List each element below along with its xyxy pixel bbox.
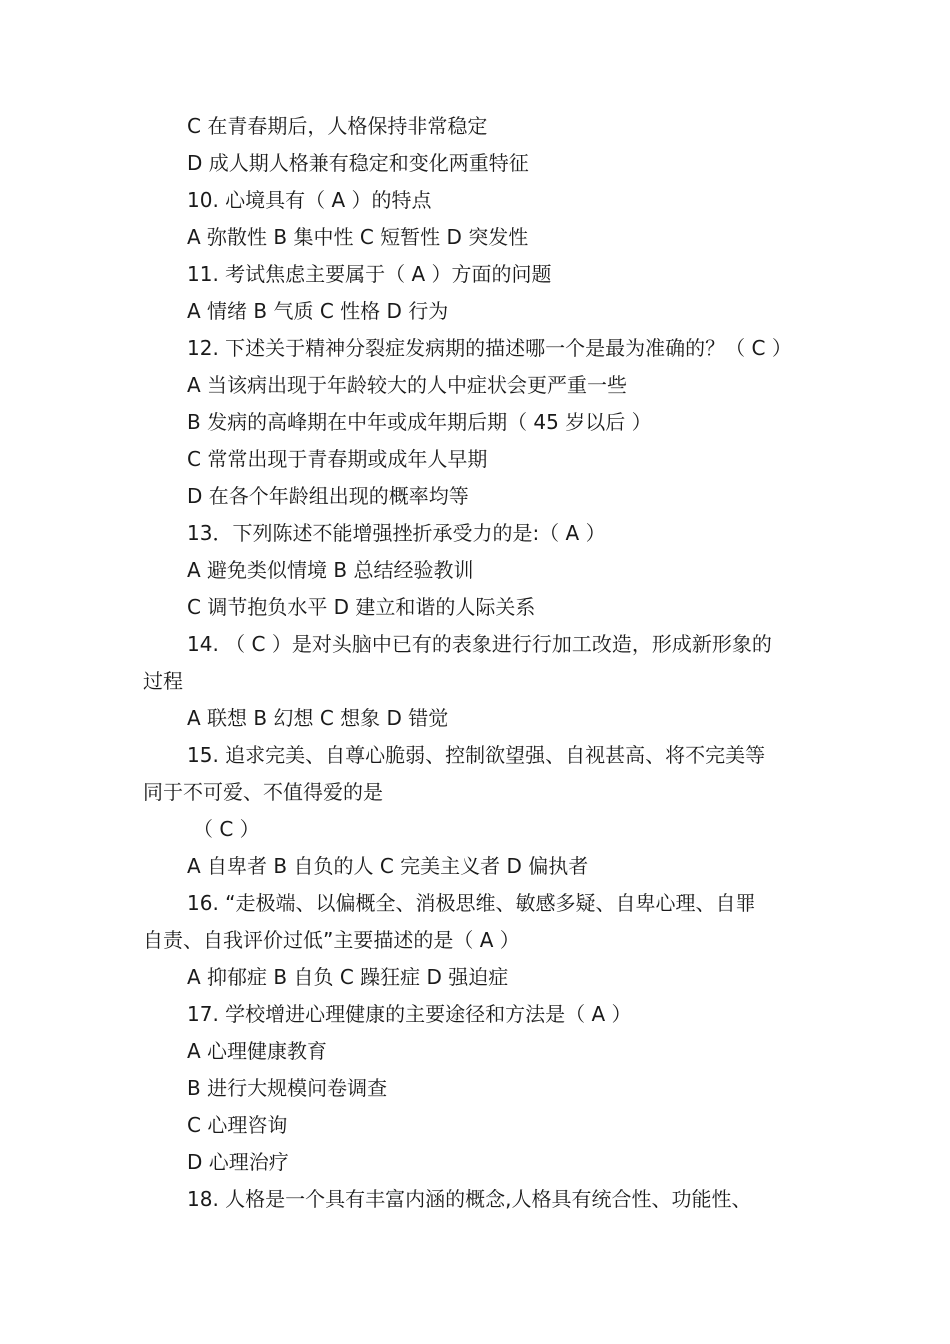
- text-line: 18. 人格是一个具有丰富内涵的概念,人格具有统合性、功能性、: [187, 1187, 752, 1211]
- text-line: 15. 追求完美、自尊心脆弱、控制欲望强、自视甚高、将不完美等: [187, 743, 766, 767]
- text-line: 13．下列陈述不能增强挫折承受力的是:（ A ）: [187, 521, 606, 545]
- text-line: C 在青春期后，人格保持非常稳定: [187, 114, 488, 138]
- text-line: C 常常出现于青春期或成年人早期: [187, 447, 488, 471]
- text-line: 自责、自我评价过低”主要描述的是（ A ）: [143, 928, 520, 952]
- text-line: D 成人期人格兼有稳定和变化两重特征: [187, 151, 529, 175]
- text-line: A 抑郁症 B 自负 C 躁狂症 D 强迫症: [187, 965, 509, 989]
- text-line: D 在各个年龄组出现的概率均等: [187, 484, 469, 508]
- text-line: 16. “走极端、以偏概全、消极思维、敏感多疑、自卑心理、自罪: [187, 891, 756, 915]
- text-line: 10. 心境具有（ A ）的特点: [187, 188, 432, 212]
- text-line: A 情绪 B 气质 C 性格 D 行为: [187, 299, 449, 323]
- text-line: 14. （ C ）是对头脑中已有的表象进行行加工改造，形成新形象的: [187, 632, 772, 656]
- text-line: A 弥散性 B 集中性 C 短暂性 D 突发性: [187, 225, 529, 249]
- text-line: 过程: [143, 669, 183, 693]
- text-line: A 当该病出现于年龄较大的人中症状会更严重一些: [187, 373, 628, 397]
- text-line: （ C ）: [193, 817, 260, 841]
- text-line: A 心理健康教育: [187, 1039, 328, 1063]
- text-line: C 调节抱负水平 D 建立和谐的人际关系: [187, 595, 536, 619]
- text-line: 12. 下述关于精神分裂症发病期的描述哪一个是最为准确的？（ C ）: [187, 336, 792, 360]
- text-line: 同于不可爱、不值得爱的是: [143, 780, 383, 804]
- text-line: D 心理治疗: [187, 1150, 289, 1174]
- text-line: 17. 学校增进心理健康的主要途径和方法是（ A ）: [187, 1002, 632, 1026]
- text-line: B 发病的高峰期在中年或成年期后期（ 45 岁以后 ）: [187, 410, 652, 434]
- text-line: A 自卑者 B 自负的人 C 完美主义者 D 偏执者: [187, 854, 589, 878]
- text-line: A 避免类似情境 B 总结经验教训: [187, 558, 474, 582]
- text-line: B 进行大规模问卷调查: [187, 1076, 388, 1100]
- text-line: A 联想 B 幻想 C 想象 D 错觉: [187, 706, 449, 730]
- text-line: C 心理咨询: [187, 1113, 288, 1137]
- text-line: 11. 考试焦虑主要属于（ A ）方面的问题: [187, 262, 552, 286]
- document-body: [0, 108, 950, 1218]
